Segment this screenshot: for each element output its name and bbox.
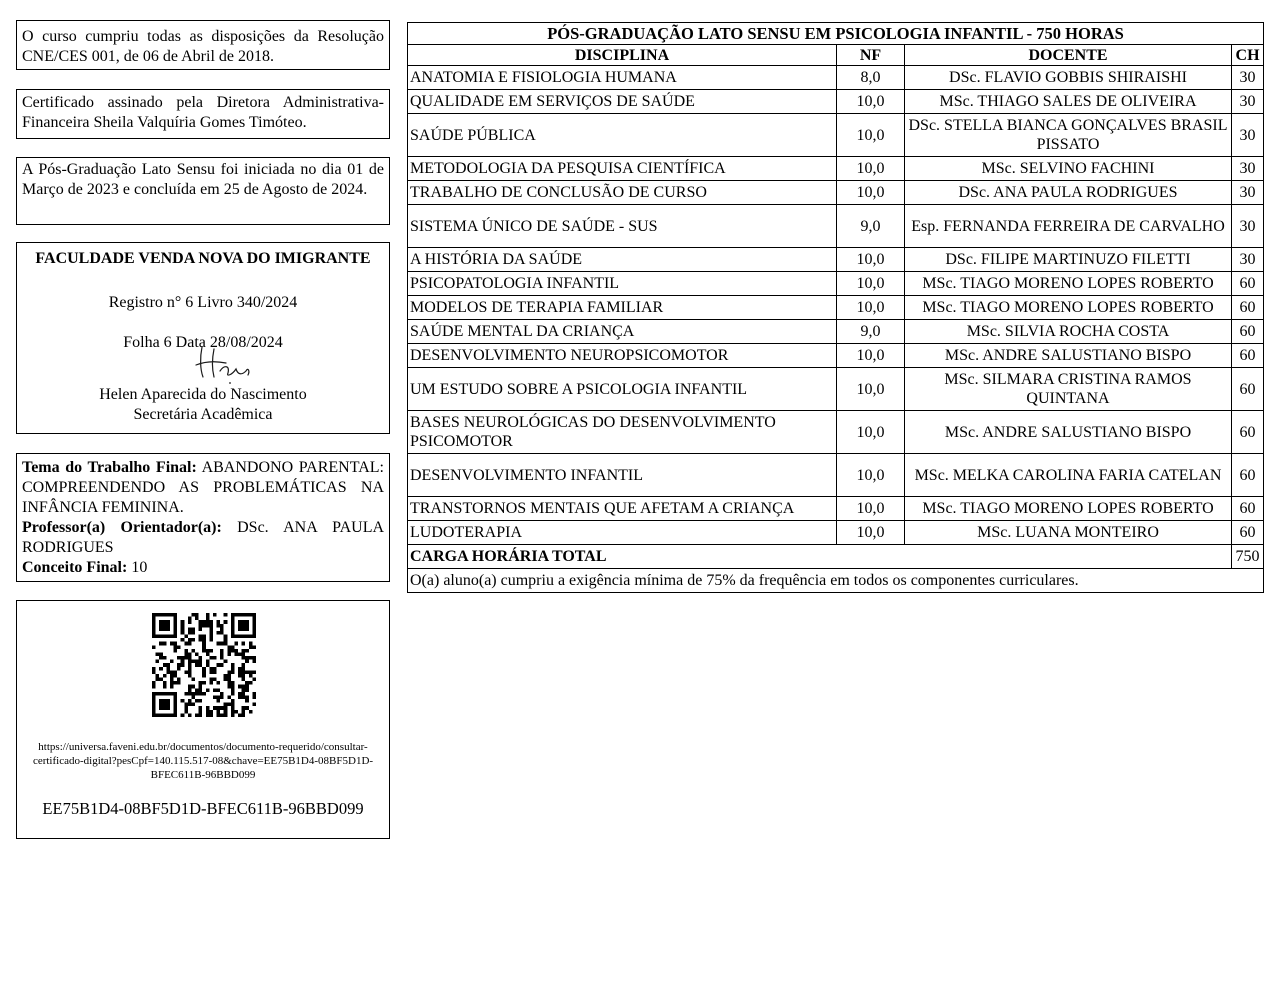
cell-discipline: DESENVOLVIMENTO INFANTIL xyxy=(408,454,837,497)
table-row xyxy=(408,454,1264,497)
final-grade-value: 10 xyxy=(131,559,148,576)
qr-code-icon[interactable] xyxy=(152,613,256,717)
signature-scribble-icon xyxy=(192,341,252,385)
cell-teacher: MSc. TIAGO MORENO LOPES ROBERTO xyxy=(905,272,1232,296)
cell-discipline: SISTEMA ÚNICO DE SAÚDE - SUS xyxy=(408,205,837,248)
theme-value: ABANDONO PARENTAL: COMPREENDENDO AS PROBLEMÁTICAS NA INFÂNCIA FEMININA. xyxy=(22,459,385,516)
cell-discipline: ANATOMIA E FISIOLOGIA HUMANA xyxy=(408,66,837,90)
cell-grade: 9,0 xyxy=(837,205,905,248)
cell-teacher: MSc. LUANA MONTEIRO xyxy=(905,521,1232,545)
cell-teacher: DSc. FILIPE MARTINUZO FILETTI xyxy=(905,248,1232,272)
cell-hours: 30 xyxy=(1232,205,1264,248)
cell-grade: 10,0 xyxy=(837,344,905,368)
table-row xyxy=(408,320,1264,344)
attendance-note: O(a) aluno(a) cumpriu a exigência mínima de 75% da frequência em todos os componentes curriculares. xyxy=(408,569,1264,593)
registration-sheet-date: Folha 6 Data 28/08/2024 xyxy=(123,334,283,351)
cell-hours: 60 xyxy=(1232,521,1264,545)
certificate-signer-text: Certificado assinado pela Diretora Administrativa-Financeira Sheila Valquíria Gomes Timóteo. xyxy=(22,94,384,131)
cell-discipline: PSICOPATOLOGIA INFANTIL xyxy=(408,272,837,296)
header-discipline: DISCIPLINA xyxy=(408,45,837,66)
total-label: CARGA HORÁRIA TOTAL xyxy=(408,545,1232,569)
header-grade: NF xyxy=(837,45,905,66)
cell-teacher: MSc. SILVIA ROCHA COSTA xyxy=(905,320,1232,344)
verification-code: EE75B1D4-08BF5D1D-BFEC611B-96BBD099 xyxy=(42,799,364,818)
cell-discipline: LUDOTERAPIA xyxy=(408,521,837,545)
cell-discipline: BASES NEUROLÓGICAS DO DESENVOLVIMENTO PSICOMOTOR xyxy=(408,411,837,454)
table-row xyxy=(408,344,1264,368)
cell-teacher: MSc. TIAGO MORENO LOPES ROBERTO xyxy=(905,497,1232,521)
cell-teacher: MSc. MELKA CAROLINA FARIA CATELAN xyxy=(905,454,1232,497)
course-period-notice xyxy=(16,157,390,225)
certificate-signer-notice xyxy=(16,89,390,139)
final-work-theme xyxy=(22,458,384,518)
cell-teacher: DSc. ANA PAULA RODRIGUES xyxy=(905,181,1232,205)
cell-discipline: UM ESTUDO SOBRE A PSICOLOGIA INFANTIL xyxy=(408,368,837,411)
advisor-value: DSc. ANA PAULA RODRIGUES xyxy=(22,519,385,556)
cell-hours: 60 xyxy=(1232,411,1264,454)
cell-hours: 60 xyxy=(1232,344,1264,368)
cell-grade: 10,0 xyxy=(837,181,905,205)
registration-number: Registro n° 6 Livro 340/2024 xyxy=(108,294,298,311)
table-row xyxy=(408,248,1264,272)
header-teacher: DOCENTE xyxy=(905,45,1232,66)
verification-box xyxy=(16,600,390,839)
table-row xyxy=(408,521,1264,545)
cell-hours: 60 xyxy=(1232,296,1264,320)
cell-grade: 10,0 xyxy=(837,248,905,272)
cell-hours: 30 xyxy=(1232,90,1264,114)
cell-hours: 60 xyxy=(1232,497,1264,521)
course-period-text: A Pós-Graduação Lato Sensu foi iniciada no dia 01 de Março de 2023 e concluída em 25 de Agosto de 2024. xyxy=(22,161,384,198)
cell-discipline: TRANSTORNOS MENTAIS QUE AFETAM A CRIANÇA xyxy=(408,497,837,521)
cell-discipline: QUALIDADE EM SERVIÇOS DE SAÚDE xyxy=(408,90,837,114)
faculty-name: FACULDADE VENDA NOVA DO IMIGRANTE xyxy=(35,250,371,267)
total-value: 750 xyxy=(1232,545,1264,569)
cell-grade: 10,0 xyxy=(837,296,905,320)
table-row xyxy=(408,497,1264,521)
cell-teacher: MSc. ANDRE SALUSTIANO BISPO xyxy=(905,411,1232,454)
final-work-box xyxy=(16,453,390,582)
table-row xyxy=(408,66,1264,90)
cell-hours: 60 xyxy=(1232,454,1264,497)
cell-teacher: DSc. FLAVIO GOBBIS SHIRAISHI xyxy=(905,66,1232,90)
cell-grade: 10,0 xyxy=(837,114,905,157)
table-row xyxy=(408,114,1264,157)
cell-grade: 10,0 xyxy=(837,411,905,454)
table-row xyxy=(408,411,1264,454)
verification-url[interactable]: https://universa.faveni.edu.br/documentos/documento-requerido/consultar-certificado-digital?pesCpf=140.115.517-08&chave=EE75B1D4-08BF5D1D-BFEC611B-96BBD099 xyxy=(32,741,374,781)
cell-grade: 10,0 xyxy=(837,521,905,545)
cell-discipline: METODOLOGIA DA PESQUISA CIENTÍFICA xyxy=(408,157,837,181)
cell-hours: 30 xyxy=(1232,248,1264,272)
cell-discipline: DESENVOLVIMENTO NEUROPSICOMOTOR xyxy=(408,344,837,368)
advisor-label: Professor(a) Orientador(a): xyxy=(22,519,222,536)
cell-teacher: MSc. SILMARA CRISTINA RAMOS QUINTANA xyxy=(905,368,1232,411)
cell-teacher: MSc. ANDRE SALUSTIANO BISPO xyxy=(905,344,1232,368)
table-row xyxy=(408,90,1264,114)
secretary-name: Helen Aparecida do Nascimento xyxy=(99,386,307,403)
table-row xyxy=(408,181,1264,205)
table-row xyxy=(408,157,1264,181)
cell-teacher: MSc. SELVINO FACHINI xyxy=(905,157,1232,181)
cell-teacher: DSc. STELLA BIANCA GONÇALVES BRASIL PISSATO xyxy=(905,114,1232,157)
cell-grade: 10,0 xyxy=(837,157,905,181)
cell-discipline: SAÚDE PÚBLICA xyxy=(408,114,837,157)
table-row xyxy=(408,296,1264,320)
cell-teacher: Esp. FERNANDA FERREIRA DE CARVALHO xyxy=(905,205,1232,248)
table-title: PÓS-GRADUAÇÃO LATO SENSU EM PSICOLOGIA INFANTIL - 750 HORAS xyxy=(408,23,1264,45)
cell-discipline: TRABALHO DE CONCLUSÃO DE CURSO xyxy=(408,181,837,205)
curriculum-table xyxy=(407,22,1264,593)
total-row xyxy=(408,545,1264,569)
cell-grade: 10,0 xyxy=(837,272,905,296)
resolution-notice xyxy=(16,20,390,70)
final-grade-label: Conceito Final: xyxy=(22,559,128,576)
registration-box xyxy=(16,242,390,434)
cell-grade: 10,0 xyxy=(837,90,905,114)
attendance-note-row xyxy=(408,569,1264,593)
cell-discipline: MODELOS DE TERAPIA FAMILIAR xyxy=(408,296,837,320)
cell-hours: 30 xyxy=(1232,157,1264,181)
cell-teacher: MSc. TIAGO MORENO LOPES ROBERTO xyxy=(905,296,1232,320)
cell-hours: 30 xyxy=(1232,114,1264,157)
resolution-text: O curso cumpriu todas as disposições da Resolução CNE/CES 001, de 06 de Abril de 2018. xyxy=(22,28,384,65)
table-row xyxy=(408,368,1264,411)
cell-grade: 10,0 xyxy=(837,454,905,497)
cell-grade: 9,0 xyxy=(837,320,905,344)
secretary-role: Secretária Acadêmica xyxy=(133,406,273,423)
cell-grade: 10,0 xyxy=(837,368,905,411)
cell-discipline: A HISTÓRIA DA SAÚDE xyxy=(408,248,837,272)
cell-hours: 60 xyxy=(1232,272,1264,296)
cell-hours: 60 xyxy=(1232,320,1264,344)
cell-hours: 30 xyxy=(1232,66,1264,90)
advisor-line xyxy=(22,518,384,558)
cell-grade: 8,0 xyxy=(837,66,905,90)
cell-teacher: MSc. THIAGO SALES DE OLIVEIRA xyxy=(905,90,1232,114)
cell-grade: 10,0 xyxy=(837,497,905,521)
theme-label: Tema do Trabalho Final: xyxy=(22,459,197,476)
table-row xyxy=(408,205,1264,248)
final-grade-line xyxy=(22,558,384,578)
cell-discipline: SAÚDE MENTAL DA CRIANÇA xyxy=(408,320,837,344)
cell-hours: 60 xyxy=(1232,368,1264,411)
table-body xyxy=(408,66,1264,545)
table-row xyxy=(408,272,1264,296)
signature xyxy=(22,353,384,385)
header-hours: CH xyxy=(1232,45,1264,66)
cell-hours: 30 xyxy=(1232,181,1264,205)
